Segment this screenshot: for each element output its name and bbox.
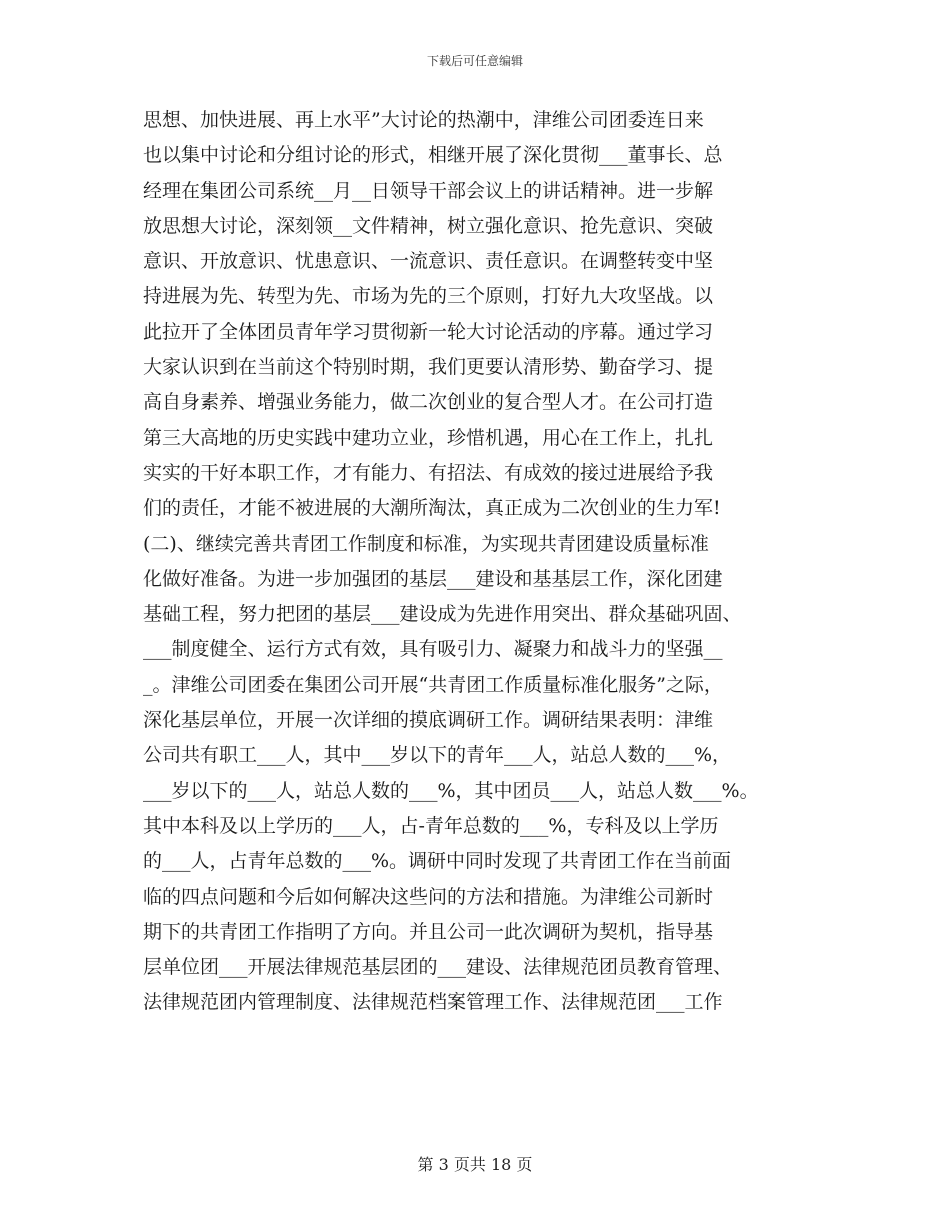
text-line: ___制度健全、运行方式有效，具有吸引力、凝聚力和战斗力的坚强__ xyxy=(143,638,723,661)
text-line: 第三大高地的历史实践中建功立业，珍惜机遇，用心在工作上，扎扎 xyxy=(143,426,714,449)
text-line: 化做好准备。为进一步加强团的基层___建设和基基层工作，深化团建 xyxy=(143,567,723,590)
text-line: 基础工程，努力把团的基层___建设成为先进作用突出、群众基础巩固、 xyxy=(143,603,742,626)
text-line: 临的四点问题和今后如何解决这些问的方法和措施。为津维公司新时 xyxy=(143,885,714,908)
page-number: 第 3 页共 18 页 xyxy=(417,1155,533,1174)
text-line: 持进展为先、转型为先、市场为先的三个原则，打好九大攻坚战。以 xyxy=(143,285,714,308)
text-line: 公司共有职工___人，其中___岁以下的青年___人，站总人数的___%， xyxy=(143,744,732,767)
text-line: 的___人，占青年总数的___%。调研中同时发现了共青团工作在当前面 xyxy=(143,850,732,873)
text-line: 法律规范团内管理制度、法律规范档案管理工作、法律规范团___工作 xyxy=(143,991,723,1014)
text-line: 高自身素养、增强业务能力，做二次创业的复合型人才。在公司打造 xyxy=(143,391,714,414)
page-header-note: 下载后可任意编辑 xyxy=(426,54,523,68)
text-line: 实实的干好本职工作，才有能力、有招法、有成效的接过进展给予我 xyxy=(143,461,714,484)
text-line: 放思想大讨论，深刻领__文件精神，树立强化意识、抢先意识、突破 xyxy=(143,214,714,237)
text-line: 也以集中讨论和分组讨论的形式，相继开展了深化贯彻___董事长、总 xyxy=(143,144,723,167)
document-body xyxy=(143,103,823,1021)
text-line: 深化基层单位，开展一次详细的摸底调研工作。调研结果表明：津维 xyxy=(143,709,714,732)
text-line: 层单位团___开展法律规范基层团的___建设、法律规范团员教育管理、 xyxy=(143,956,733,979)
text-line: 思想、加快进展、再上水平”大讨论的热潮中，津维公司团委连日来 xyxy=(143,109,704,131)
text-line: 意识、开放意识、忧患意识、一流意识、责任意识。在调整转变中坚 xyxy=(143,250,714,273)
text-line: (二)、继续完善共青团工作制度和标准，为实现共青团建设质量标准 xyxy=(143,532,709,555)
text-line: 其中本科及以上学历的___人，占-青年总数的___%，专科及以上学历 xyxy=(143,814,719,837)
text-line: _。津维公司团委在集团公司开展“共青团工作质量标准化服务”之际， xyxy=(143,673,723,696)
text-line: 们的责任，才能不被进展的大潮所淘汰，真正成为二次创业的生力军! xyxy=(143,497,721,520)
text-line: 期下的共青团工作指明了方向。并且公司一此次调研为契机，指导基 xyxy=(143,920,714,943)
text-line: 大家认识到在当前这个特别时期，我们更要认清形势、勤奋学习、提 xyxy=(143,356,714,379)
text-line: 经理在集团公司系统__月__日领导干部会议上的讲话精神。进一步解 xyxy=(143,179,714,202)
text-line: 此拉开了全体团员青年学习贯彻新一轮大讨论活动的序幕。通过学习 xyxy=(143,320,714,343)
text-line: ___岁以下的___人，站总人数的___%，其中团员___人，站总人数___%。 xyxy=(143,779,759,802)
